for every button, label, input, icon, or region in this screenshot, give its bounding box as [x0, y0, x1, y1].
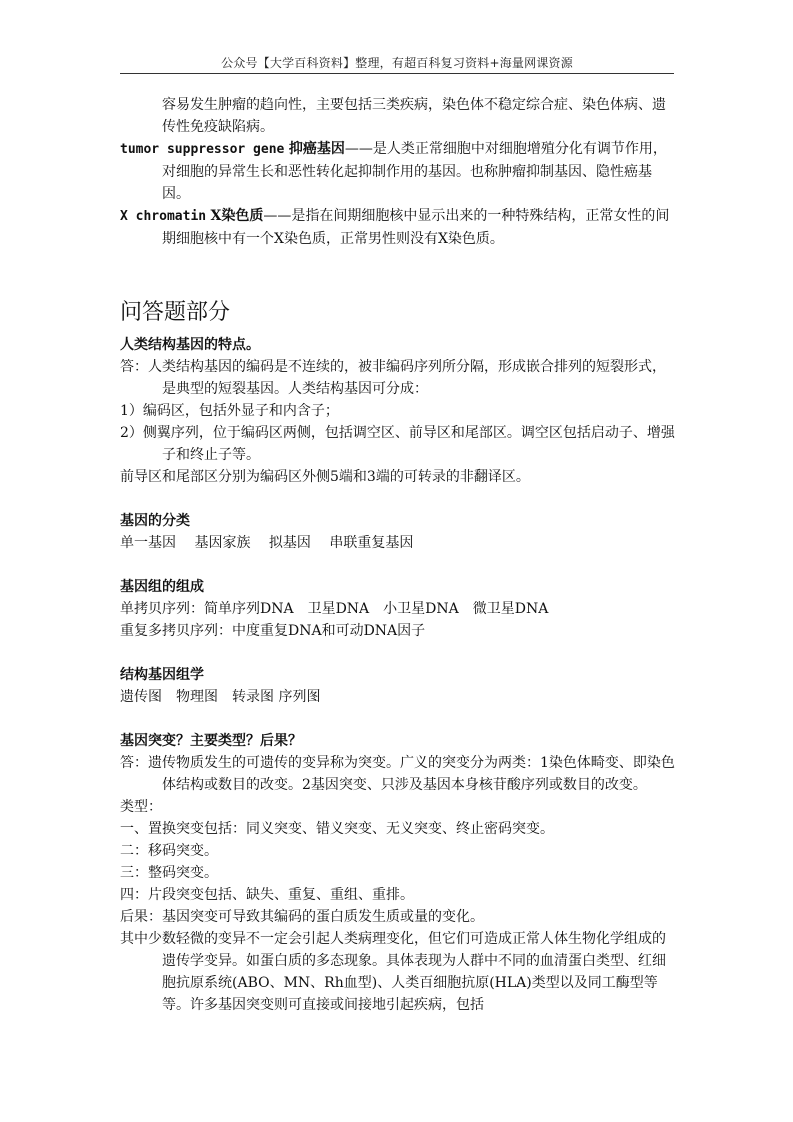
question-title: 人类结构基因的特点。	[120, 337, 260, 353]
gene-class-list	[120, 532, 676, 554]
answer-item: 二：移码突变。	[120, 843, 218, 859]
answer-item: 1）编码区，包括外显子和内含子；	[120, 403, 339, 419]
spacer	[120, 554, 676, 576]
answer-line: 类型：	[120, 799, 162, 815]
term-english: X chromatin	[120, 209, 207, 224]
page-header: 公众号【大学百科资料】整理，有超百科复习资料+海量网课资源	[221, 56, 573, 70]
glossary-entry-tumor-suppressor	[120, 138, 676, 205]
answer-text: 答：遗传物质发生的可遗传的变异称为突变。广义的突变分为两类：1染色体畸变、即染色体结构或数目的改变。2基因突变、只涉及基因本身核苷酸序列或数目的改变。	[120, 755, 675, 793]
term-chinese: 抑癌基因	[288, 141, 345, 157]
question-title: 结构基因组学	[120, 667, 204, 683]
answer-note: 前导区和尾部区分别为编码区外侧5端和3端的可转录的非翻译区。	[120, 469, 530, 485]
answer-line: 后果：基因突变可导致其编码的蛋白质发生质或量的变化。	[120, 909, 484, 925]
answer-item: 一、置换突变包括：同义突变、错义突变、无义突变、终止密码突变。	[120, 821, 554, 837]
glossary-continuation: 容易发生肿瘤的趋向性，主要包括三类疾病，染色体不稳定综合症、染色体病、遗传性免疫缺陷病。	[162, 97, 666, 135]
answer-item: 三：整码突变。	[120, 865, 218, 881]
section-title: 问答题部分	[120, 300, 231, 325]
answer-line: 遗传图 物理图 转录图 序列图	[120, 689, 321, 705]
list-item: 串联重复基因	[329, 535, 414, 551]
list-item: 拟基因	[268, 535, 311, 551]
spacer	[120, 488, 676, 510]
glossary-entry-x-chromatin	[120, 205, 676, 250]
list-item: 基因家族	[194, 535, 251, 551]
answer-text: 答：人类结构基因的编码是不连续的，被非编码序列所分隔，形成嵌合排列的短裂形式，是典型的短裂基因。人类结构基因可分成：	[120, 359, 666, 397]
answer-line: 单拷贝序列：简单序列DNA 卫星DNA 小卫星DNA 微卫星DNA	[120, 601, 549, 617]
term-definition: ——是指在间期细胞核中显示出来的一种特殊结构，正常女性的间期细胞核中有一个X染色质，正常男性则没有X染色质。	[162, 208, 670, 247]
question-title: 基因的分类	[120, 513, 190, 529]
answer-item: 2）侧翼序列，位于编码区两侧，包括调空区、前导区和尾部区。调空区包括启动子、增强子和终止子等。	[120, 425, 675, 463]
question-title: 基因组的组成	[120, 579, 204, 595]
term-chinese: X染色质	[210, 208, 264, 224]
answer-text: 其中少数轻微的变异不一定会引起人类病理变化，但它们可造成正常人体生物化学组成的遗传学变异。如蛋白质的多态现象。具体表现为人群中不同的血清蛋白类型、红细胞抗原系统(ABO、MN、Rh血型)、人类百细胞抗原(HLA)类型以及同工酶型等等。许多基因突变则可直接或间接地引起疾病，包括	[120, 931, 666, 1013]
spacer	[120, 708, 676, 730]
answer-item: 四：片段突变包括、缺失、重复、重组、重排。	[120, 887, 414, 903]
question-title: 基因突变？主要类型？后果？	[120, 733, 302, 749]
answer-line: 重复多拷贝序列：中度重复DNA和可动DNA因子	[120, 623, 426, 639]
term-english: tumor suppressor gene	[120, 142, 285, 157]
document-body	[120, 94, 676, 1016]
header-rule	[120, 73, 674, 74]
list-item: 单一基因	[120, 535, 176, 551]
term-definition: ——是人类正常细胞中对细胞增殖分化有调节作用，对细胞的异常生长和恶性转化起抑制作用的基因。也称肿瘤抑制基因、隐性癌基因。	[162, 141, 667, 202]
spacer	[120, 642, 676, 664]
